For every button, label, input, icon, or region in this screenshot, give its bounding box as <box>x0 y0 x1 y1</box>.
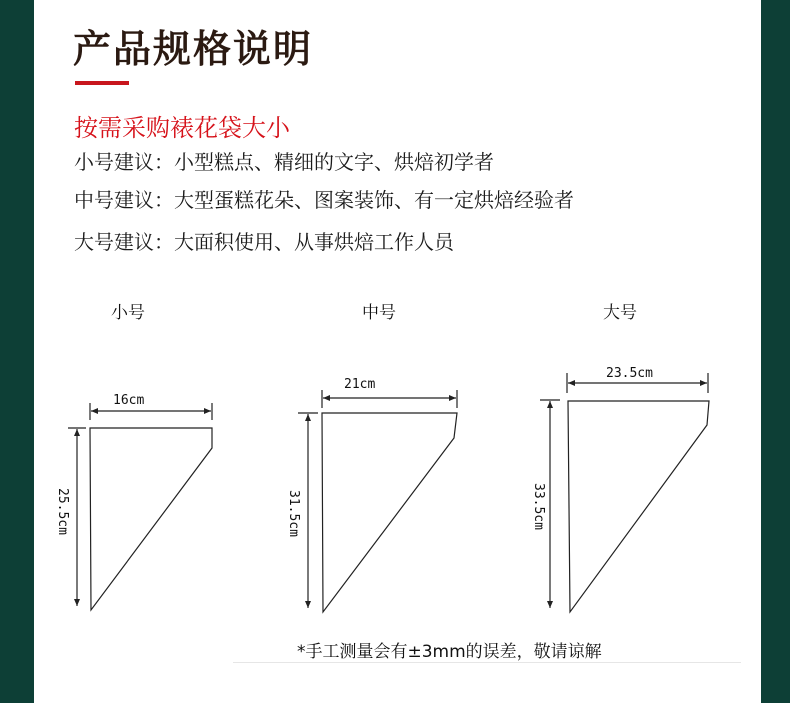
bag-diagram-small <box>68 403 212 610</box>
page-title: 产品规格说明 <box>73 27 314 71</box>
height-label-large: 33.5cm <box>531 483 546 530</box>
suggestion-medium: 中号建议：大型蛋糕花朵、图案装饰、有一定烘焙经验者 <box>74 188 574 212</box>
size-label-large: 大号 <box>603 303 637 323</box>
suggestion-small: 小号建议：小型糕点、精细的文字、烘焙初学者 <box>74 150 494 174</box>
measurement-note: *手工测量会有±3mm的误差，敬请谅解 <box>297 642 602 662</box>
height-label-medium: 31.5cm <box>286 490 301 537</box>
size-label-medium: 中号 <box>362 303 396 323</box>
height-label-small: 25.5cm <box>55 488 70 535</box>
width-label-medium: 21cm <box>344 377 376 392</box>
subtitle: 按需采购裱花袋大小 <box>74 114 290 142</box>
divider <box>233 662 741 663</box>
suggestion-large: 大号建议：大面积使用、从事烘焙工作人员 <box>74 230 454 254</box>
width-label-small: 16cm <box>113 393 145 408</box>
size-label-small: 小号 <box>111 303 145 323</box>
width-label-large: 23.5cm <box>606 366 653 381</box>
bag-diagram-medium <box>298 390 457 612</box>
bag-diagram-large <box>540 373 709 612</box>
